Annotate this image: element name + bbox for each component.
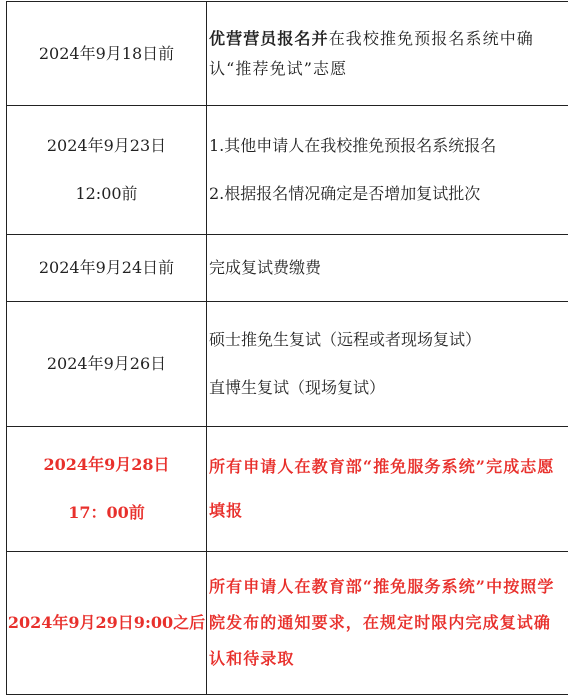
date-cell [7,235,207,302]
description-cell [207,427,568,552]
date-text: 2024年9月18日前 [38,43,175,63]
description-cell [207,235,568,302]
description-cell [207,302,568,427]
date-cell [7,2,207,106]
table-row [7,302,568,427]
description-line: 完成复试费缴费 [209,258,322,277]
table-row [7,235,568,302]
table-row [7,2,568,106]
date-cell [7,427,207,552]
date-cell [7,106,207,235]
description-lead: 优营营员报名并 [209,28,329,48]
date-text: 2024年9月23日 [46,136,167,155]
description-line: 硕士推免生复试（远程或者现场复试） [209,330,482,349]
description-text: 所有申请人在教育部“推免服务系统”完成志愿填报 [209,457,555,520]
date-time-text: 12:00前 [75,184,138,203]
description-cell [207,2,568,106]
date-text: 2024年9月26日 [46,354,167,373]
description-cell [207,552,568,695]
date-text: 2024年9月28日 [43,455,170,474]
description-line: 直博生复试（现场复试） [209,378,386,397]
date-cell [7,552,207,695]
date-cell [7,302,207,427]
description-cell [207,106,568,235]
description-line: 1.其他申请人在我校推免预报名系统报名 [209,136,497,155]
table-row [7,106,568,235]
description-text: 所有申请人在教育部“推免服务系统”中按照学院发布的通知要求，在规定时限内完成复试确认和待录取 [209,577,555,668]
date-time-text: 17：00前 [68,503,145,522]
schedule-table [6,1,568,695]
description-line: 2.根据报名情况确定是否增加复试批次 [209,184,481,203]
date-text: 2024年9月24日前 [38,258,175,277]
table-row [7,427,568,552]
date-text: 2024年9月29日9:00之后 [7,613,206,632]
table-row [7,552,568,695]
description-text: 在我校推免预报名系统中确认“推荐免试”志愿 [209,28,534,78]
